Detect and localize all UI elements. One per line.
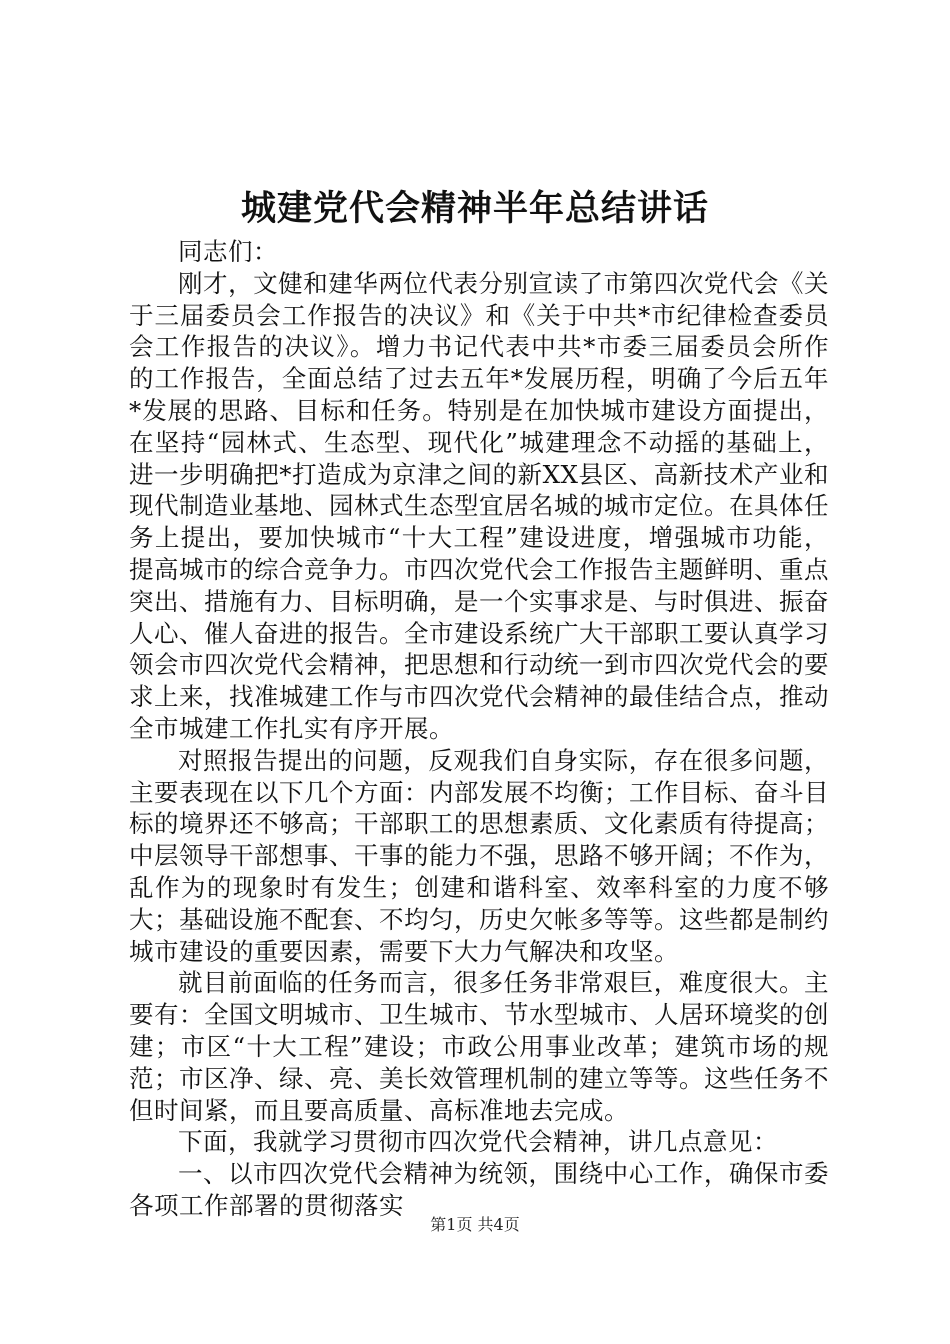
document-body — [129, 236, 829, 1222]
section-heading: 一、以市四次党代会精神为统领，围绕中心工作，确保市委各项工作部署的贯彻落实 — [129, 1159, 829, 1220]
body-paragraph: 就目前面临的任务而言，很多任务非常艰巨，难度很大。主要有：全国文明城市、卫生城市、节水型城市、人居环境奖的创建；市区“十大工程”建设；市政公用事业改革；建筑市场的规范；市区净、绿、亮、美长效管理机制的建立等等。这些任务不但时间紧，而且要高质量、高标准地去完成。 — [129, 968, 829, 1125]
body-paragraph: 刚才，文健和建华两位代表分别宣读了市第四次党代会《关于三届委员会工作报告的决议》和《关于中共*市纪律检查委员会工作报告的决议》。增力书记代表中共*市委三届委员会所作的工作报告，全面总结了过去五年*发展历程，明确了今后五年*发展的思路、目标和任务。特别是在加快城市建设方面提出，在坚持“园林式、生态型、现代化”城建理念不动摇的基础上，进一步明确把*打造成为京津之间的新XX县区、高新技术产业和现代制造业基地、园林式生态型宜居名城的城市定位。在具体任务上提出，要加快城市“十大工程”建设进度，增强城市功能，提高城市的综合竞争力。市四次党代会工作报告主题鲜明、重点突出、措施有力、目标明确，是一个实事求是、与时俱进、振奋人心、催人奋进的报告。全市建设系统广大干部职工要认真学习领会市四次党代会精神，把思想和行动统一到市四次党代会的要求上来，找准城建工作与市四次党代会精神的最佳结合点，推动全市城建工作扎实有序开展。 — [129, 268, 829, 743]
page-number: 第1页 共4页 — [430, 1215, 520, 1234]
salutation-paragraph: 同志们： — [178, 237, 278, 266]
body-paragraph: 对照报告提出的问题，反观我们自身实际，存在很多问题，主要表现在以下几个方面：内部发展不均衡；工作目标、奋斗目标的境界还不够高；干部职工的思想素质、文化素质有待提高；中层领导干部想事、干事的能力不强，思路不够开阔；不作为，乱作为的现象时有发生；创建和谐科室、效率科室的力度不够大；基础设施不配套、不均匀，历史欠帐多等等。这些都是制约城市建设的重要因素，需要下大力气解决和攻坚。 — [129, 745, 829, 966]
page-title: 城建党代会精神半年总结讲话 — [240, 188, 709, 229]
body-paragraph: 下面，我就学习贯彻市四次党代会精神，讲几点意见： — [178, 1127, 778, 1157]
